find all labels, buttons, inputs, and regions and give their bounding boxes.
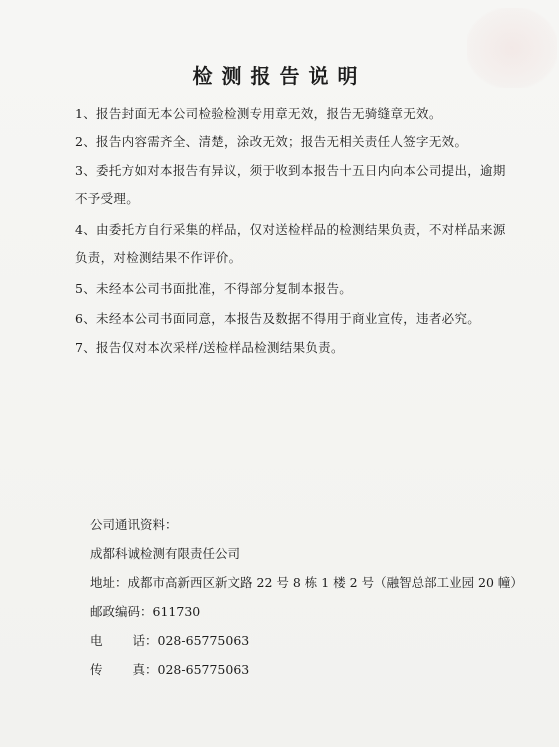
address-value: 成都市高新西区新文路 22 号 8 栋 1 楼 2 号（融智总部工业园 20 幢） [127, 575, 523, 590]
fax-label-second: 真： [132, 662, 158, 677]
contact-address [90, 568, 530, 597]
phone-label-second: 话： [132, 633, 158, 648]
fax-label-first: 传 [90, 662, 103, 677]
address-label: 地址： [90, 575, 128, 590]
phone-label-first: 电 [90, 633, 103, 648]
notice-item-3: 3、委托方如对本报告有异议，须于收到本报告十五日内向本公司提出，逾期不予受理。 [75, 163, 506, 206]
contact-fax [90, 655, 530, 684]
zip-label: 邮政编码： [90, 604, 153, 619]
contact-zip [90, 597, 530, 626]
contact-heading: 公司通讯资料： [90, 517, 178, 532]
page-title: 检测报告说明 [192, 64, 367, 88]
contact-phone [90, 626, 530, 655]
company-name: 成都科诚检测有限责任公司 [90, 546, 241, 561]
notice-item-4: 4、由委托方自行采集的样品，仅对送检样品的检测结果负责，不对样品来源负责，对检测结果不作评价。 [75, 222, 506, 265]
notice-item-1: 1、报告封面无本公司检验检测专用章无效，报告无骑缝章无效。 [75, 106, 442, 121]
zip-value: 611730 [152, 604, 201, 619]
fax-value: 028-65775063 [157, 662, 250, 677]
notice-item-2: 2、报告内容需齐全、清楚，涂改无效；报告无相关责任人签字无效。 [75, 134, 468, 149]
notice-item-7: 7、报告仅对本次采样/送检样品检测结果负责。 [75, 340, 344, 355]
phone-value: 028-65775063 [157, 633, 250, 648]
notice-item-6: 6、未经本公司书面同意，本报告及数据不得用于商业宣传，违者必究。 [75, 311, 481, 326]
notice-item-5: 5、未经本公司书面批准，不得部分复制本报告。 [75, 281, 353, 296]
